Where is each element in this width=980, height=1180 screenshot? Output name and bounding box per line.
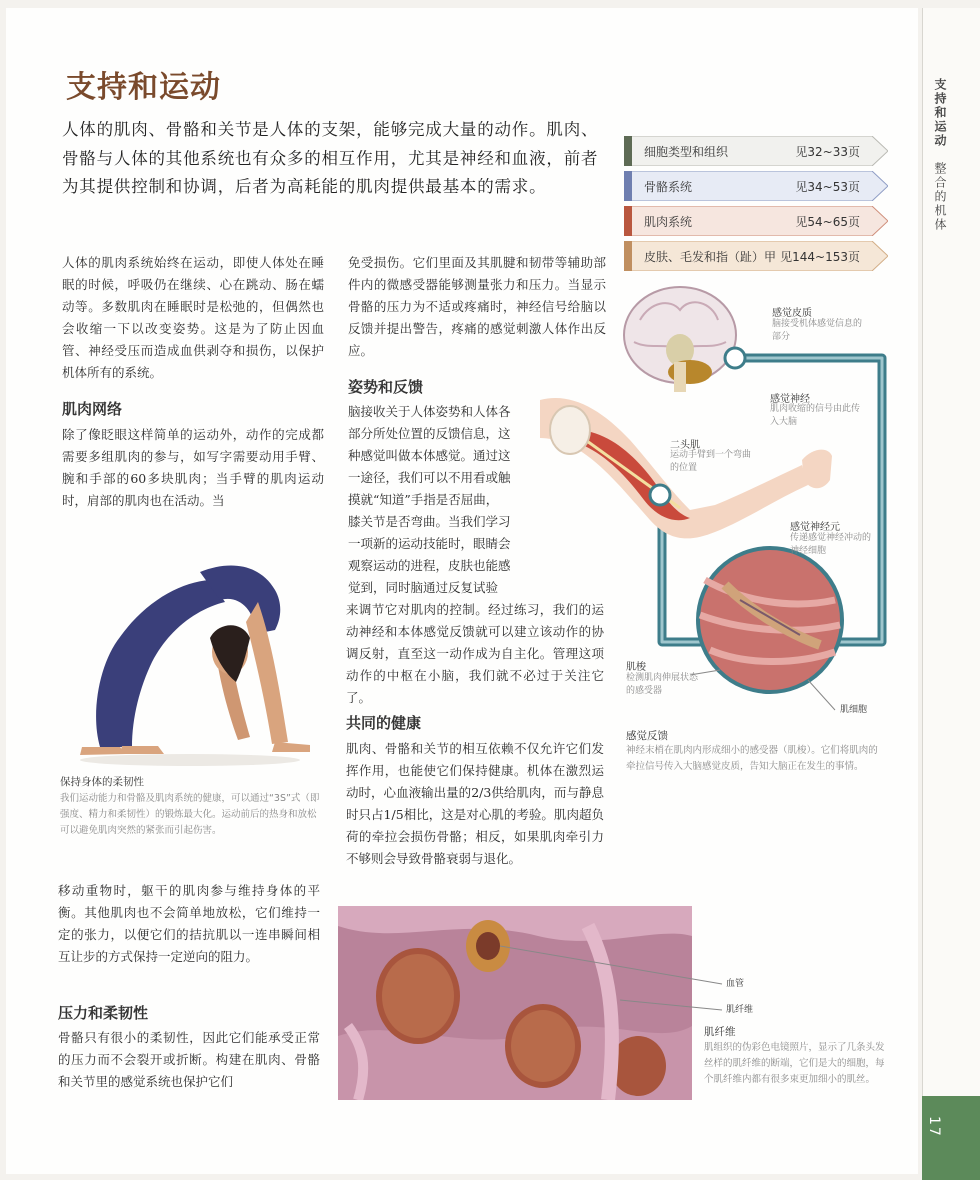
yoga-caption: 我们运动能力和骨骼及肌肉系统的健康，可以通过“3S”式（即强度、精力和柔韧性）的锻炼最大化。运动前后的热身和放松可以避免肌肉突然的紧张而引起伤害。 [60,793,320,836]
text-line: 种感觉叫做本体感觉。通过这 [348,448,511,463]
text-line: 膝关节是否弯曲。当我们学习 [348,514,511,529]
xref-skeletal-system[interactable] [624,171,888,201]
heading-muscle-network: 肌肉网络 [62,400,123,418]
xref-muscular-system[interactable] [624,206,888,236]
xref-label: 皮肤、毛发和指（趾）甲 [644,250,777,264]
xref-label: 骨骼系统 [644,180,693,194]
text-line: 脑接收关于人体姿势和人体各 [348,404,511,419]
yoga-backbend-photo [60,542,320,772]
text-line: 部分所处位置的反馈信息，这 [348,426,511,441]
intro-paragraph: 人体的肌肉、骨骼和关节是人体的支架，能够完成大量的动作。肌肉、骨骼与人体的其他系统也有众多的相互作用，尤其是神经和血液，前者为其提供控制和协调，后者为高耗能的肌肉提供最基本的需求。 [62,120,599,196]
sidebar [922,8,980,1178]
micrograph-caption-title: 肌纤维 [704,1026,736,1038]
micrograph-caption: 肌组织的伪彩色电镜照片，显示了几条头发丝样的肌纤维的断端，它们是大的细胞，每个肌纤维内都有很多束更加细小的肌丝。 [704,1042,885,1085]
desc-sensory-neuron: 传递感觉神经冲动的神经细胞 [790,533,872,556]
brain-illustration [624,287,736,392]
sidebar-chapter-title: 整合的机体 [933,162,947,232]
col2-paragraph-1: 免受损伤。它们里面及其肌腱和韧带等辅助部件内的微感受器能够测量张力和压力。当显示骨骼的压力为不适或疼痛时，神经信号给脑以反馈并提出警告，疼痛的感觉刺激人体作出反应。 [348,255,606,358]
page-number: 17 [926,1116,942,1138]
xref-pages: 见34~53页 [795,180,860,194]
xref-cell-types[interactable] [624,136,888,166]
col1-paragraph-4: 骨骼只有很小的柔韧性，因此它们能承受正常的压力而不会裂开或折断。构建在肌肉、骨骼和关节里的感觉系统也保护它们 [58,1030,320,1089]
label-sensory-neuron: 感觉神经元 [790,522,840,533]
col1-paragraph-2: 除了像眨眼这样简单的运动外，动作的完成都需要多组肌肉的参与，如写字需要动用手臂、腕和手部的60多块肌肉；当手臂的肌肉运动时，肩部的肌肉也在活动。当 [62,427,324,508]
text-line: 觉到，同时脑通过反复试验 [348,580,499,595]
desc-muscle-spindle: 检测肌肉伸展状态的感受器 [626,673,699,696]
xref-label: 细胞类型和组织 [644,145,729,159]
label-muscle-fiber: 肌纤维 [726,1005,754,1015]
page-number-tab [922,1096,980,1180]
xref-label: 肌肉系统 [644,215,693,229]
xref-pages: 见54~65页 [795,215,860,229]
xref-pages: 见144~153页 [780,250,860,264]
page-title: 支持和运动 [66,70,221,105]
label-sensory-cortex: 感觉皮质 [772,308,812,319]
text-line: 观察运动的进程，皮肤也能感 [348,558,511,573]
sidebar-section-title: 支持和运动 [933,78,947,148]
text-line: 摸就“知道”手指是否屈曲， [348,492,499,507]
label-blood-vessel: 血管 [726,979,745,989]
label-muscle-cell: 肌细胞 [840,705,868,715]
xref-pages: 见32~33页 [795,145,860,159]
heading-shared-health: 共同的健康 [346,714,422,732]
col1-paragraph-1: 人体的肌肉系统始终在运动，即使人体处在睡眠的时候，呼吸仍在继续、心在跳动、肠在蠕动等。多数肌肉在睡眠时是松弛的，但偶然也会收缩一下以改变姿势。这是为了防止因血管、神经受压而造成血供剥夺和损伤，以保护机体所有的系统。 [62,255,324,380]
heading-pressure-flexibility: 压力和柔韧性 [58,1004,149,1022]
heading-posture-feedback: 姿势和反馈 [348,378,424,396]
feedback-caption-title: 感觉反馈 [626,730,668,742]
col2-paragraph-2a [348,401,543,599]
label-biceps: 二头肌 [670,440,700,451]
xref-skin-hair-nails[interactable] [624,241,888,271]
desc-biceps: 运动手臂到一个弯曲的位置 [670,450,752,473]
label-sensory-nerve: 感觉神经 [770,394,810,405]
label-muscle-spindle: 肌梭 [626,662,646,673]
micrograph-leader-lines [500,940,730,1020]
yoga-caption-title: 保持身体的柔韧性 [60,776,144,788]
col2-paragraph-2b: 来调节它对肌肉的控制。经过练习，我们的运动神经和本体感觉反馈就可以建立该动作的协调反射，直至这一动作成为自主化。管理这项动作的中枢在小脑，我们就不必过于关注它了。 [346,602,604,705]
col1-paragraph-3: 移动重物时，躯干的肌肉参与维持身体的平衡。其他肌肉也不会简单地放松，它们维持一定的张力，以便它们的拮抗肌以一连串瞬间相互让步的方式保持一定逆向的阻力。 [58,883,320,964]
desc-sensory-cortex: 脑接受机体感觉信息的部分 [772,319,863,342]
proprioception-diagram [540,280,920,740]
col2-paragraph-3: 肌肉、骨骼和关节的相互依赖不仅允许它们发挥作用，也能使它们保持健康。机体在激烈运动时，心血液输出量的2/3供给肌肉，而与静息时只占1/5相比，这是对心肌的考验。肌肉超负荷的牵拉会损伤骨骼；相反，如果肌肉牵引力不够则会导致骨骼衰弱与退化。 [346,741,604,866]
desc-sensory-nerve: 肌肉收缩的信号由此传入大脑 [770,404,861,427]
text-line: 一项新的运动技能时，眼睛会 [348,536,511,551]
text-line: 一途径，我们可以不用看或触 [348,470,511,485]
feedback-caption: 神经末梢在肌肉内形成细小的感受器（肌梭）。它们将肌肉的牵拉信号传入大脑感觉皮质，告知大脑正在发生的事情。 [626,745,878,772]
